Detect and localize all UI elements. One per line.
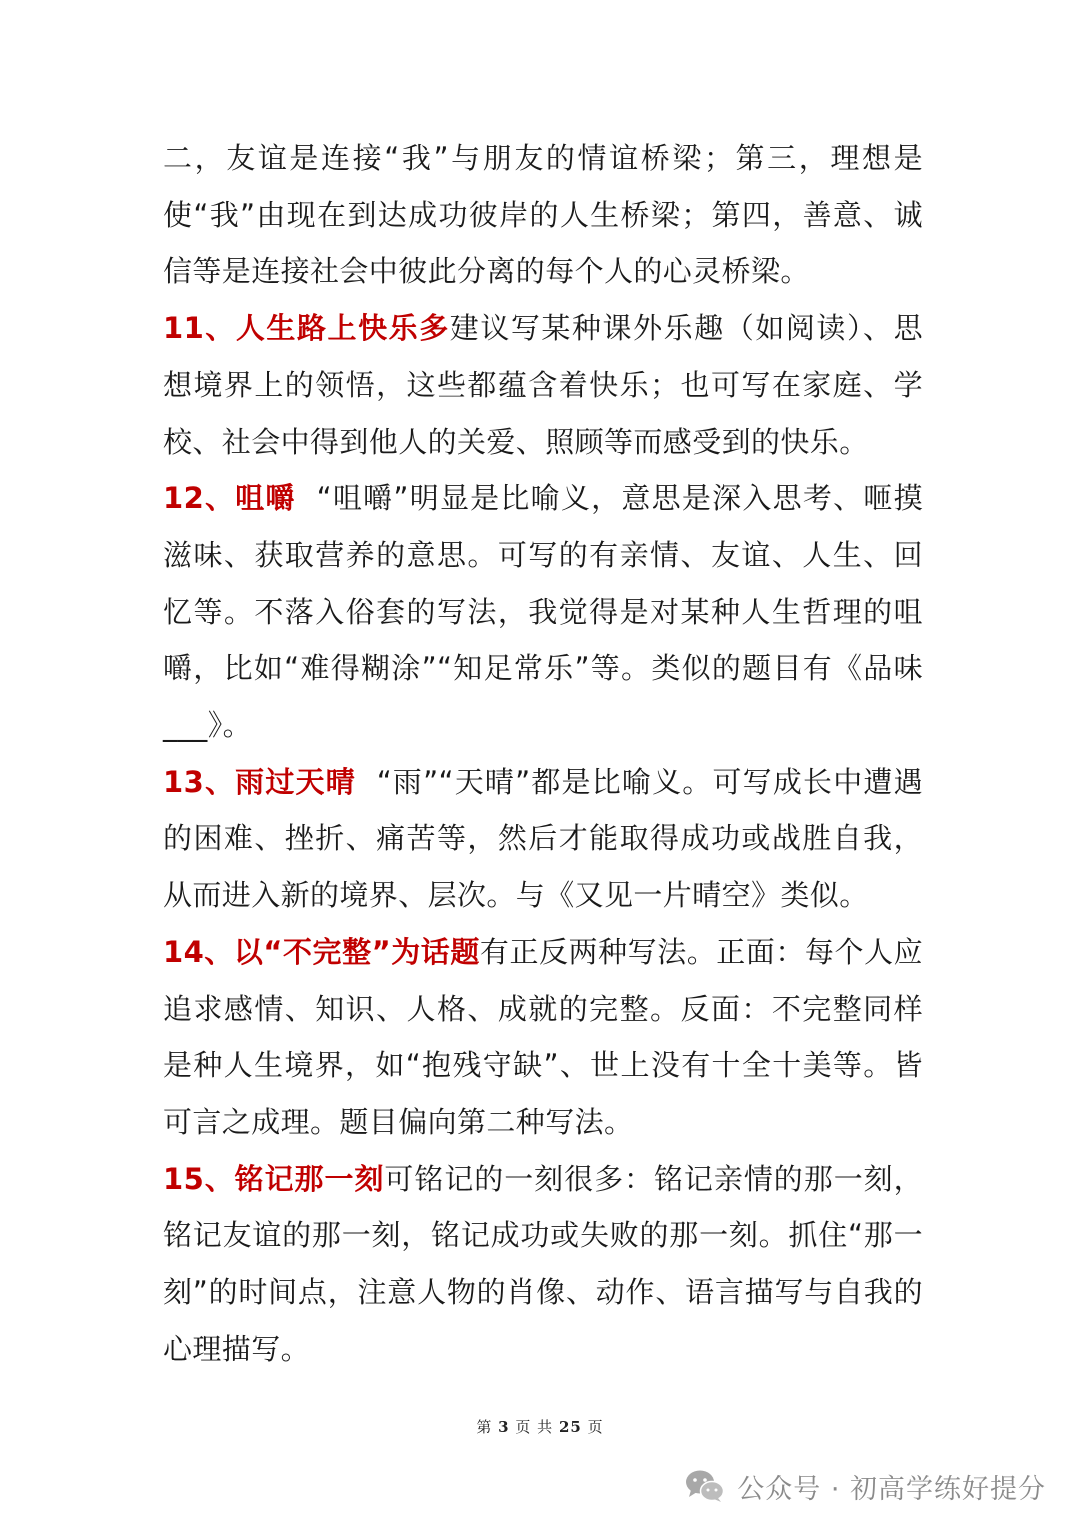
paragraph-continuation: [163, 130, 923, 300]
paragraph-text: 二，友谊是连接“我”与朋友的情谊桥梁；第三，理想是使“我”由现在到达成功彼岸的人生桥梁；第四，善意、诚信等是连接社会中彼此分离的每个人的心灵桥梁。: [163, 141, 923, 289]
watermark-text: 公众号 · 初高学练好提分: [737, 1473, 1046, 1505]
page-footer: [0, 1416, 1080, 1437]
footer-page-number: 3: [498, 1418, 510, 1436]
paragraph-text: “咀嚼”明显是比喻义，意思是深入思考、咂摸滋味、获取营养的意思。可写的有亲情、友谊、人生、回忆等。不落入俗套的写法，我觉得是对某种人生哲理的咀嚼，比如“难得糊涂”“知足常乐”等。类似的题目有《品味___》。: [163, 481, 923, 743]
footer-total-pages: 25: [558, 1418, 582, 1436]
paragraph-topic-11: [163, 300, 923, 470]
topic-heading: 11、人生路上快乐多: [163, 311, 450, 346]
topic-heading: 14、以“不完整”为话题: [163, 934, 480, 969]
topic-heading: 13、雨过天晴: [163, 764, 356, 799]
watermark: [685, 1464, 1046, 1508]
footer-prefix: 第: [476, 1418, 493, 1436]
paragraph-text: “雨”“天晴”都是比喻义。可写成长中遭遇的困难、挫折、痛苦等，然后才能取得成功或战胜自我，从而进入新的境界、层次。与《又见一片晴空》类似。: [163, 764, 923, 913]
topic-heading: 12、咀嚼: [163, 481, 296, 516]
paragraph-topic-12: [163, 470, 923, 754]
paragraph-topic-14: [163, 924, 923, 1151]
paragraph-text: 可铭记的一刻很多：铭记亲情的那一刻，铭记友谊的那一刻，铭记成功或失败的那一刻。抓住“那一刻”的时间点，注意人物的肖像、动作、语言描写与自我的心理描写。: [163, 1161, 923, 1366]
paragraph-text: 建议写某种课外乐趣（如阅读）、思想境界上的领悟，这些都蕴含着快乐；也可写在家庭、学校、社会中得到他人的关爱、照顾等而感受到的快乐。: [163, 311, 924, 459]
paragraph-topic-13: [163, 754, 923, 924]
footer-suffix: 页: [587, 1418, 604, 1436]
document-body: [163, 130, 923, 1377]
paragraph-text: 有正反两种写法。正面：每个人应追求感情、知识、人格、成就的完整。反面：不完整同样是种人生境界，如“抱残守缺”、世上没有十全十美等。皆可言之成理。题目偏向第二种写法。: [163, 934, 923, 1139]
paragraph-topic-15: [163, 1151, 923, 1378]
topic-heading: 15、铭记那一刻: [163, 1161, 385, 1196]
footer-middle: 页 共: [515, 1418, 554, 1436]
wechat-icon: [685, 1469, 725, 1503]
